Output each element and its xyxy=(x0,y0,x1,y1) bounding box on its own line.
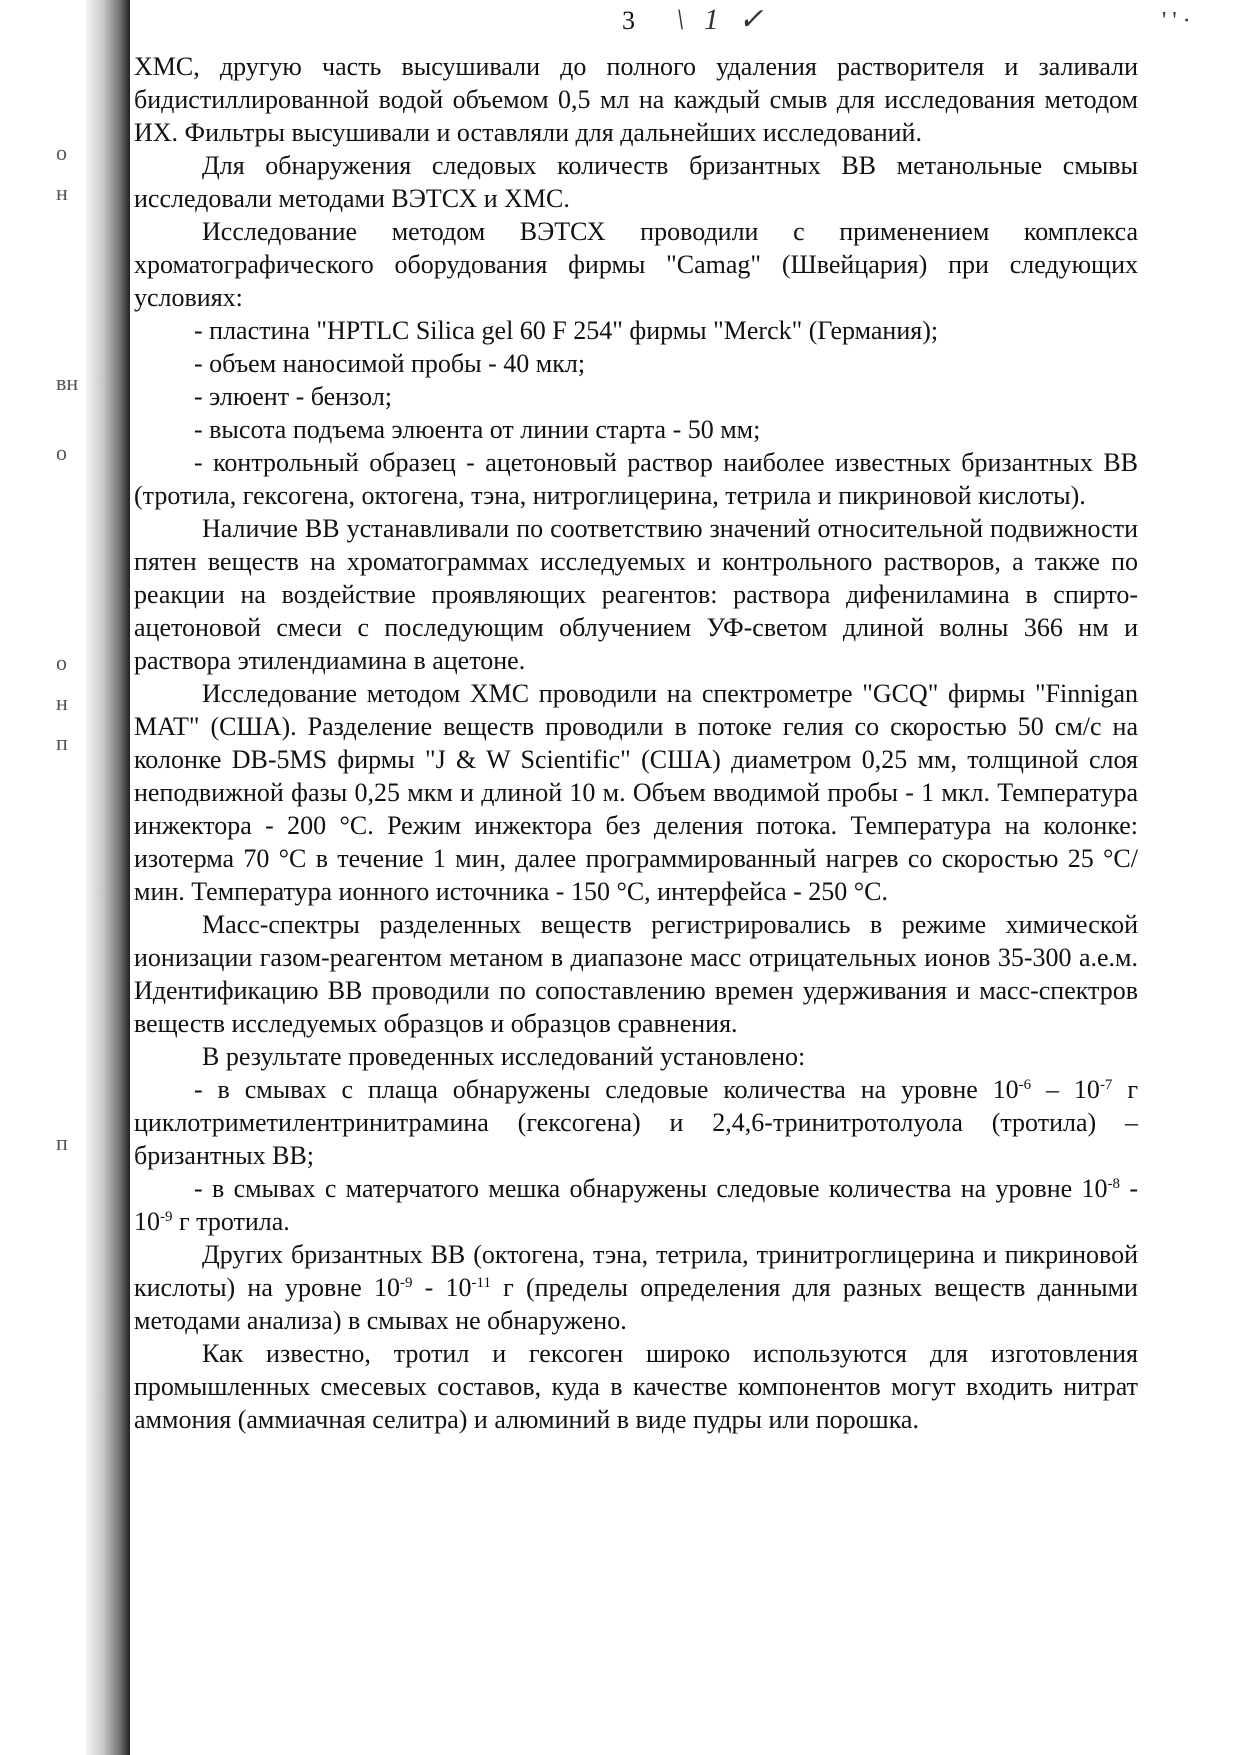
paragraph: Для обнаружения следовых количеств бризантных ВВ метанольные смывы исследовали методами ВЭТСХ и ХМС. xyxy=(134,151,1138,213)
corner-marks: ' ' · xyxy=(1162,8,1191,34)
margin-mark: н xyxy=(56,690,68,715)
list-item: - элюент - бензол; xyxy=(194,382,393,411)
paragraph: Как известно, тротил и гексоген широко используются для изготовления промышленных смесевых составов, куда в качестве компонентов могут входить нитрат аммония (аммиачная селитра) и алюминий в виде пудры или порошка. xyxy=(134,1339,1138,1434)
paragraph: Исследование методом ВЭТСХ проводили с применением комплекса хроматографического оборудования фирмы "Camag" (Швейцария) при следующих условиях: xyxy=(134,217,1138,312)
document-body xyxy=(134,50,1138,1436)
margin-mark: п xyxy=(56,730,68,755)
margin-mark: вн xyxy=(56,370,79,395)
list-item: - объем наносимой пробы - 40 мкл; xyxy=(194,349,586,378)
page-number: 3 xyxy=(622,6,635,35)
margin-mark: п xyxy=(56,1130,68,1155)
paragraph: Наличие ВВ устанавливали по соответствию значений относительной подвижности пятен веществ на хроматограммах исследуемых и контрольного растворов, а также по реакции на воздействие проявляющих реагентов: раствора дифениламина в спирто-ацетоновой смеси с последующим облучением УФ-светом длиной волны 366 нм и раствора этилендиамина в ацетоне. xyxy=(134,514,1138,675)
paragraph: Исследование методом ХМС проводили на спектрометре "GCQ" фирмы "Finnigan MAT" (США). Разделение веществ проводили в потоке гелия со скоростью 50 см/с на колонке DB-5MS фирмы "J & W Scientific" (США) диаметром 0,25 мм, толщиной слоя неподвижной фазы 0,25 мкм и длиной 10 м. Объем вводимой пробы - 1 мкл. Температура инжектора - 200 °С. Режим инжектора без деления потока. Температура на колонке: изотерма 70 °С в течение 1 мин, далее программированный нагрев со скоростью 25 °С/мин. Температура ионного источника - 150 °С, интерфейса - 250 °С. xyxy=(134,679,1138,906)
list-item: - пластина "HPTLC Silica gel 60 F 254" фирмы "Merck" (Германия); xyxy=(194,316,939,345)
list-item: - высота подъема элюента от линии старта - 50 мм; xyxy=(194,415,761,444)
paragraph: В результате проведенных исследований установлено: xyxy=(202,1042,806,1071)
margin-mark: н xyxy=(56,180,68,205)
paragraph: ХМС, другую часть высушивали до полного удаления растворителя и заливали бидистиллированной водой объемом 0,5 мл на каждый смыв для исследования методом ИХ. Фильтры высушивали и оставляли для дальнейших исследований. xyxy=(134,52,1138,147)
handwritten-mark: \ 1 ✓ xyxy=(676,3,770,36)
margin-mark: o xyxy=(56,140,67,165)
left-margin-marks xyxy=(56,130,96,1680)
list-item: - контрольный образец - ацетоновый раствор наиболее известных бризантных ВВ (тротила, гексогена, октогена, тэна, нитроглицерина, тетрила и пикриновой кислоты). xyxy=(134,448,1138,510)
list-item: - в смывах с плаща обнаружены следовые количества на уровне $10^{-6} - 10^{-7}$ г циклотриметилентринитрамина (гексогена) и 2,4,6-тринитротолуола (тротила) – бризантных ВВ; xyxy=(134,1075,1138,1170)
paragraph: Масс-спектры разделенных веществ регистрировались в режиме химической ионизации газом-реагентом метаном в диапазоне масс отрицательных ионов 35-300 а.е.м. Идентификацию ВВ проводили по сопоставлению времен удерживания и масс-спектров веществ исследуемых образцов и образцов сравнения. xyxy=(134,910,1138,1038)
margin-mark: о xyxy=(56,650,67,675)
margin-mark: о xyxy=(56,440,67,465)
list-item: - в смывах с матерчатого мешка обнаружены следовые количества на уровне $10^{-8} - 10^{-9}$ г тротила. xyxy=(134,1174,1138,1236)
paragraph: Других бризантных ВВ (октогена, тэна, тетрила, тринитроглицерина и пикриновой кислоты) на уровне $10^{-9} - 10^{-11}$ г (пределы определения для разных веществ данными методами анализа) в смывах не обнаружено. xyxy=(134,1240,1138,1335)
